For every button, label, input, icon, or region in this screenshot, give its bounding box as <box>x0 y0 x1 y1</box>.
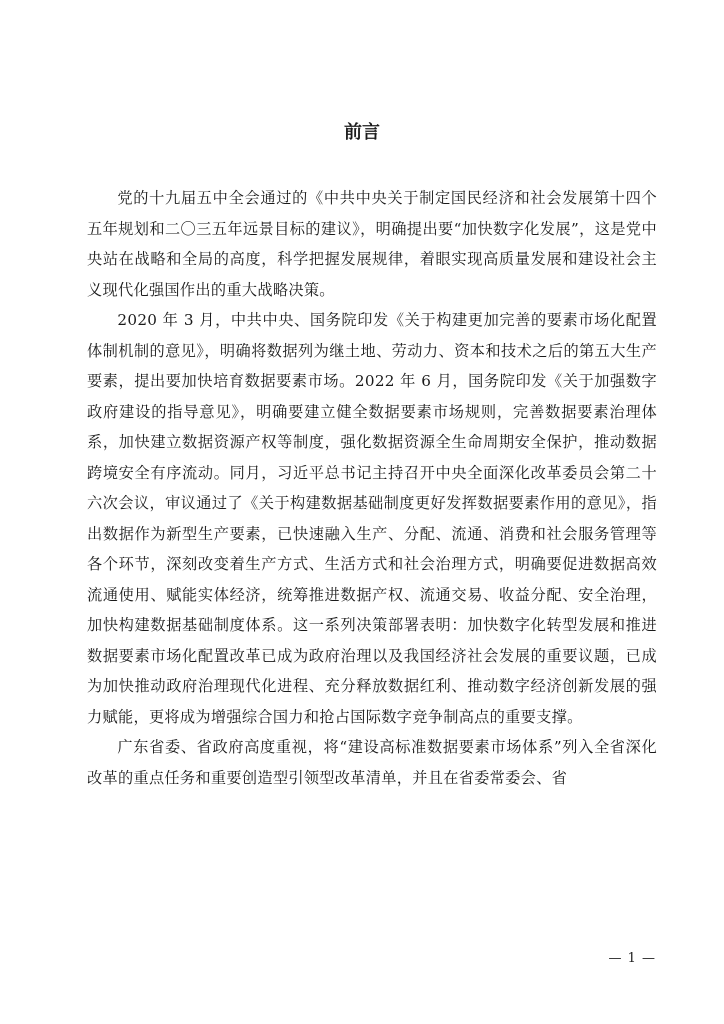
document-body <box>87 183 657 793</box>
page-title: 前言 <box>344 122 380 143</box>
page-number: — 1 — <box>608 951 656 966</box>
paragraph-3: 广东省委、省政府高度重视，将“建设高标准数据要素市场体系”列入全省深化改革的重点任务和重要创造型引领型改革清单，并且在省委常委会、省 <box>87 738 657 787</box>
paragraph-2: 2020 年 3 月，中共中央、国务院印发《关于构建更加完善的要素市场化配置体制机制的意见》，明确将数据列为继土地、劳动力、资本和技术之后的第五大生产要素，提出要加快培育数据要素市场。2022 年 6 月，国务院印发《关于加强数字政府建设的指导意见》，明确要建立健全数据要素市场规则，完善数据要素治理体系，加快建立数据资源产权等制度，强化数据资源全生命周期安全保护，推动数据跨境安全有序流动。同月，习近平总书记主持召开中央全面深化改革委员会第二十六次会议，审议通过了《关于构建数据基础制度更好发挥数据要素作用的意见》，指出数据作为新型生产要素，已快速融入生产、分配、流通、消费和社会服务管理等各个环节，深刻改变着生产方式、生活方式和社会治理方式，明确要促进数据高效流通使用、赋能实体经济，统筹推进数据产权、流通交易、收益分配、安全治理，加快构建数据基础制度体系。这一系列决策部署表明：加快数字化转型发展和推进数据要素市场化配置改革已成为政府治理以及我国经济社会发展的重要议题，已成为加快推动政府治理现代化进程、充分释放数据红利、推动数字经济创新发展的强力赋能，更将成为增强综合国力和抢占国际数字竞争制高点的重要支撑。 <box>87 311 657 726</box>
paragraph-1: 党的十九届五中全会通过的《中共中央关于制定国民经济和社会发展第十四个五年规划和二〇三五年远景目标的建议》，明确提出要“加快数字化发展”，这是党中央站在战略和全局的高度，科学把握发展规律，着眼实现高质量发展和建设社会主义现代化强国作出的重大战略决策。 <box>87 189 657 299</box>
